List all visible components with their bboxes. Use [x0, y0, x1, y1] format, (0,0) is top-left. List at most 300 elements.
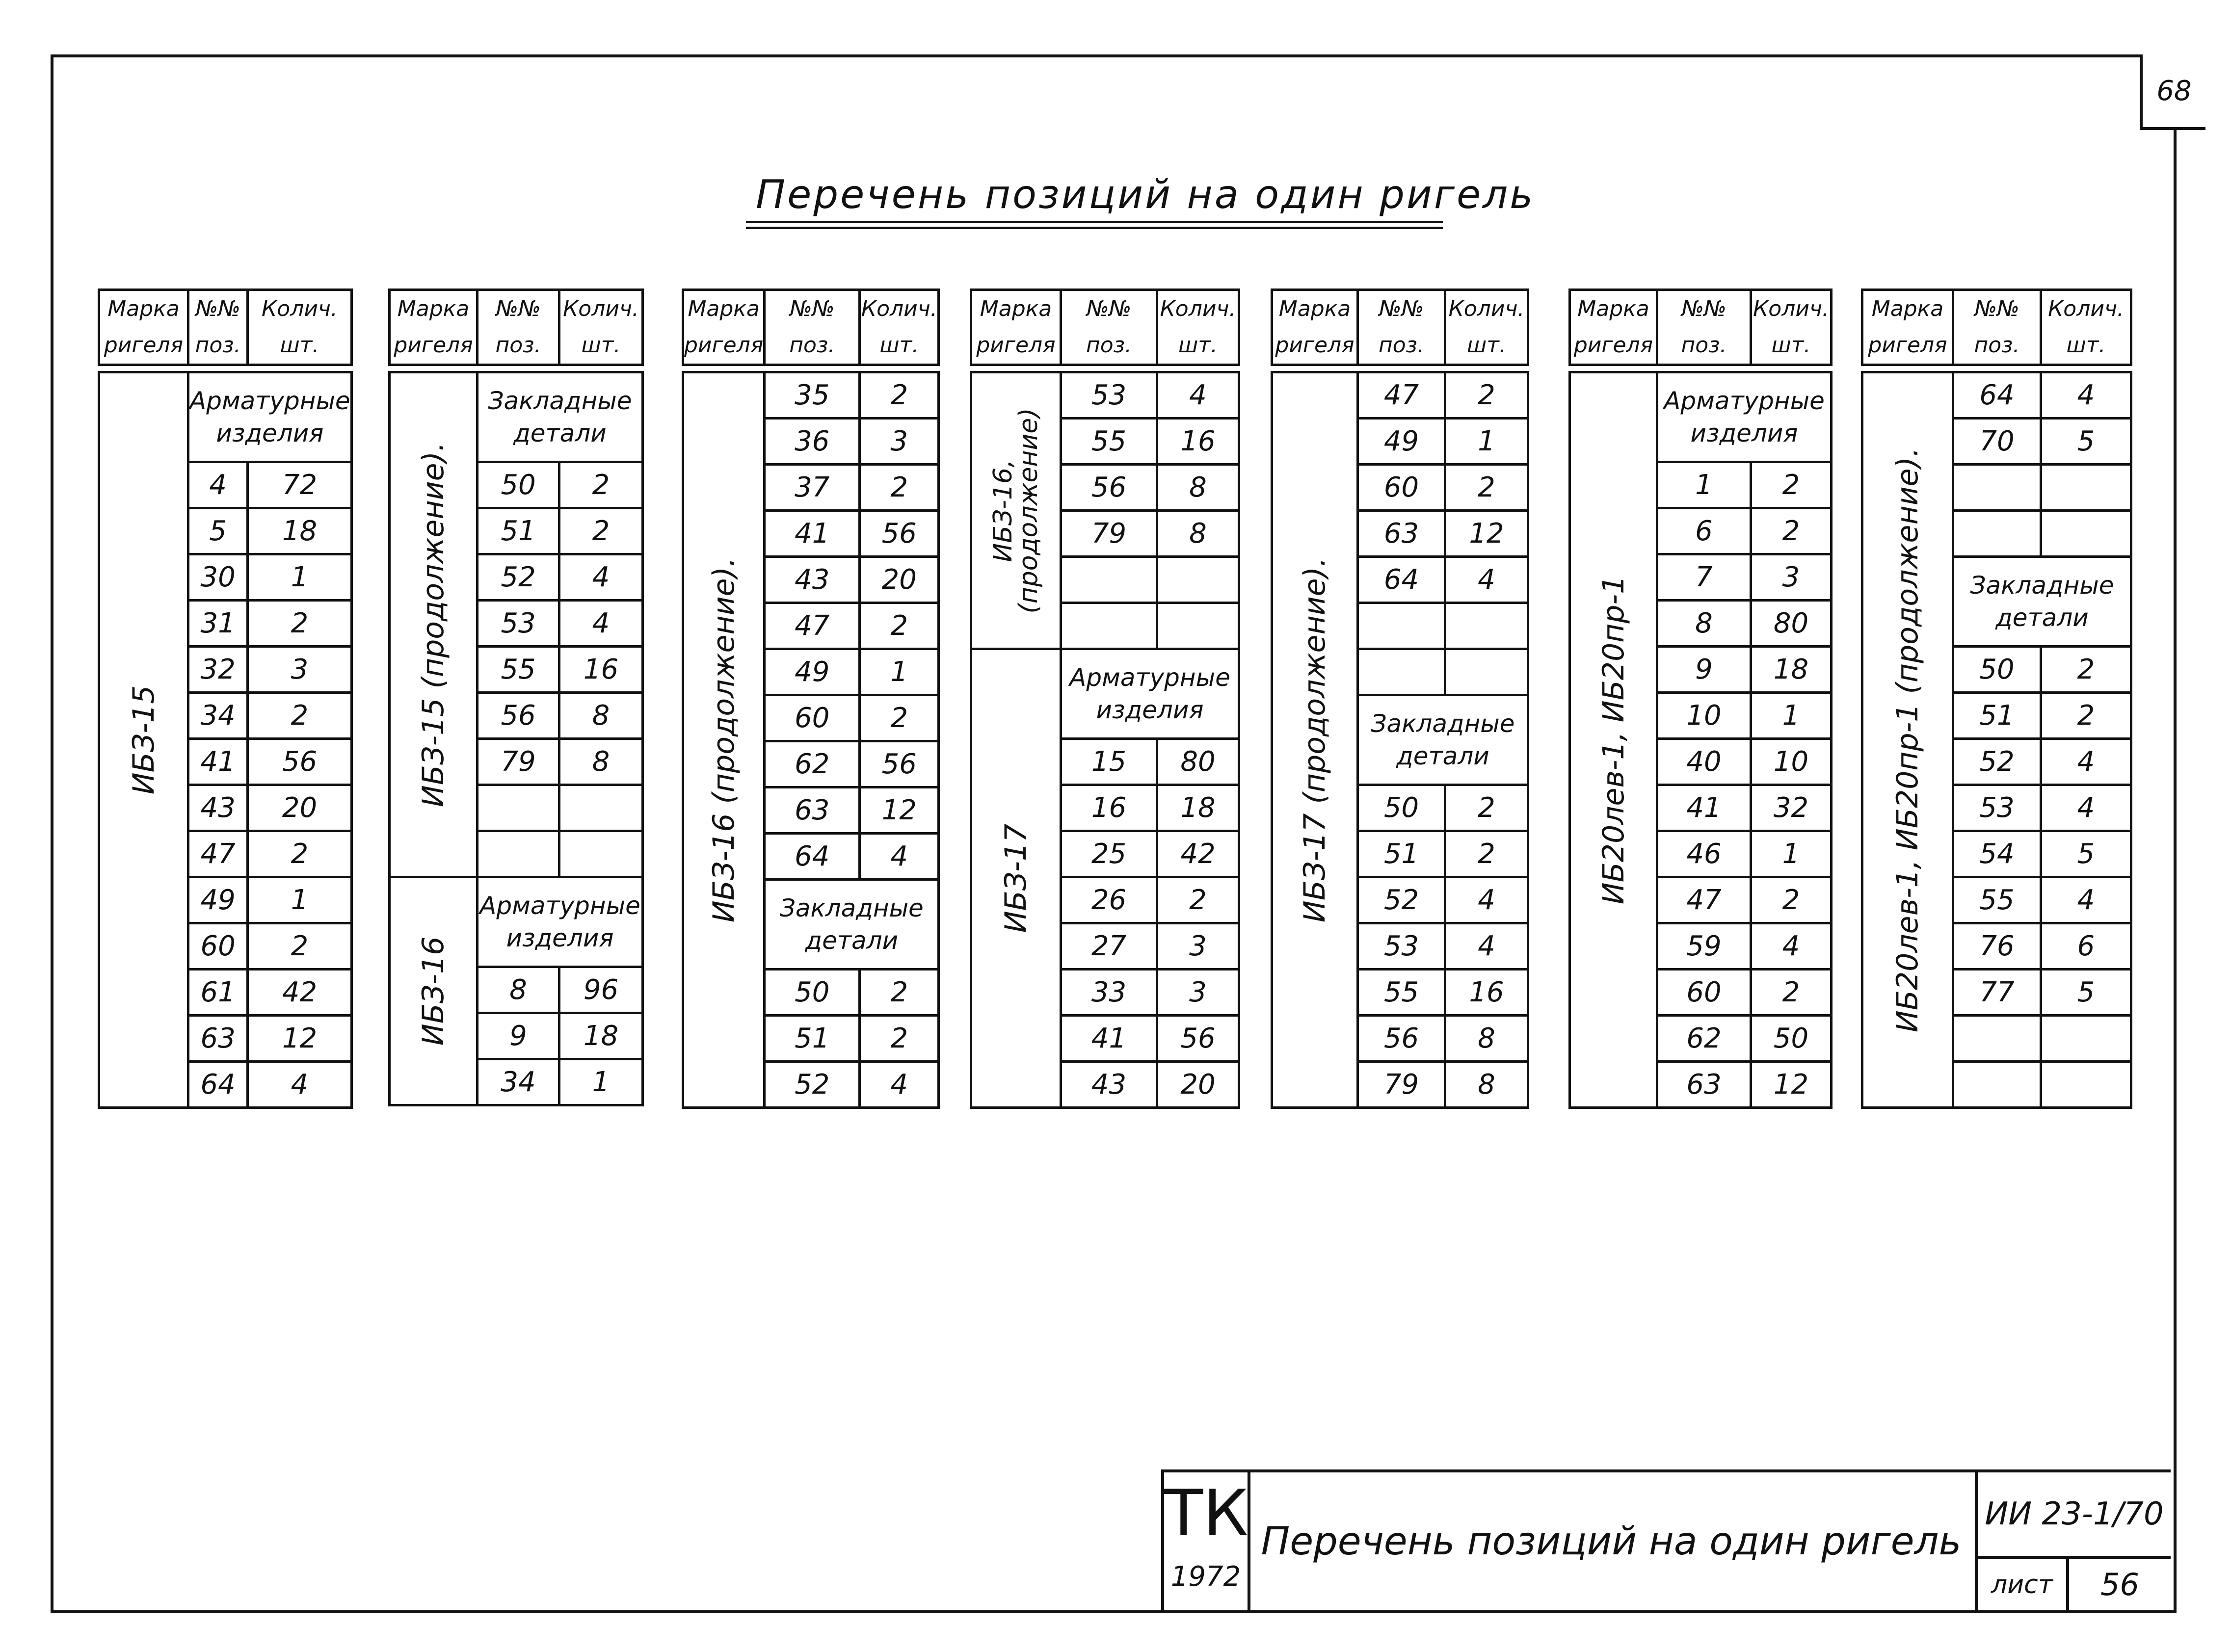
cell-label: Колич.	[861, 296, 937, 321]
section-label: Арматурные изделия	[1061, 649, 1239, 739]
table-cell: 41	[765, 511, 860, 557]
table-cell: 52	[765, 1062, 860, 1108]
cell-label: ригеля	[976, 333, 1056, 358]
table-cell: 2	[559, 508, 643, 554]
table-cell	[478, 831, 559, 877]
table-cell: 52	[1358, 877, 1445, 923]
table-cell: 1	[1751, 831, 1832, 877]
table-cell: 4	[2041, 785, 2131, 831]
table-cell: 52	[1953, 739, 2041, 785]
table-row	[1862, 365, 2131, 372]
table-cell: 1	[1445, 419, 1528, 465]
sheet-number: 68	[2140, 54, 2205, 130]
cell-label: Марка	[1577, 296, 1649, 321]
header-pos	[1953, 290, 2041, 365]
table-cell	[1445, 603, 1528, 649]
table-cell: 63	[1358, 511, 1445, 557]
cell-label: поз.	[1086, 333, 1132, 358]
table-cell: 2	[860, 603, 939, 649]
table-cell	[559, 785, 643, 831]
table-cell: 60	[188, 923, 248, 970]
mark-cell	[1272, 372, 1358, 1108]
table-cell: 59	[1657, 923, 1751, 970]
table-cell: 1	[248, 877, 351, 923]
header-mark	[99, 290, 188, 365]
table-cell: 32	[188, 647, 248, 693]
table-cell: 31	[188, 601, 248, 647]
table-cell: 41	[1657, 785, 1751, 831]
cell-label: поз.	[1681, 333, 1727, 358]
table-row	[1570, 372, 1832, 462]
table-cell: 55	[1953, 877, 2041, 923]
table-row	[1570, 290, 1832, 365]
section-label: Закладные детали	[765, 880, 939, 970]
table-cell	[1061, 603, 1157, 649]
table-cell: 32	[1751, 785, 1832, 831]
table-cell: 56	[1157, 1016, 1239, 1062]
table-cell: 51	[1358, 831, 1445, 877]
table-cell: 4	[1445, 877, 1528, 923]
table-cell: 16	[559, 647, 643, 693]
table-cell: 16	[1061, 785, 1157, 831]
table-cell	[1570, 365, 1832, 372]
header-mark	[683, 290, 765, 365]
table-cell: 2	[1751, 970, 1832, 1016]
cell-label: Марка	[980, 296, 1052, 321]
table-cell: 20	[248, 785, 351, 831]
table-cell: 12	[860, 787, 939, 834]
table-cell	[1358, 603, 1445, 649]
table-cell: 2	[860, 372, 939, 419]
table-cell: 3	[248, 647, 351, 693]
cell-label	[990, 408, 1041, 613]
table-cell: 2	[2041, 693, 2131, 739]
cell-label: поз.	[195, 333, 241, 358]
table-cell: 2	[860, 1016, 939, 1062]
table-cell: 4	[860, 834, 939, 880]
table-cell: 8	[1657, 601, 1751, 647]
table-cell: 60	[1358, 465, 1445, 511]
table-cell: 64	[1953, 372, 2041, 419]
table-cell: 12	[248, 1016, 351, 1062]
table-cell: 49	[188, 877, 248, 923]
cell-label: ригеля	[684, 333, 764, 358]
table-cell: 2	[1445, 465, 1528, 511]
table-cell	[1953, 511, 2041, 557]
cell-label: Марка	[688, 296, 760, 321]
table-row	[1272, 365, 1528, 372]
table-cell: 5	[188, 508, 248, 554]
cell-label: ригеля	[394, 333, 473, 358]
cell-label: ригеля	[1573, 333, 1653, 358]
table-cell: 55	[478, 647, 559, 693]
header-qty	[1751, 290, 1832, 365]
table-cell: 46	[1657, 831, 1751, 877]
table-cell: 76	[1953, 923, 2041, 970]
header-pos	[1061, 290, 1157, 365]
table-cell: 2	[2041, 647, 2131, 693]
header-qty	[1157, 290, 1239, 365]
table-cell: 2	[1751, 508, 1832, 554]
table-cell	[99, 365, 352, 372]
table-cell: 20	[860, 557, 939, 603]
table-cell: 56	[1358, 1016, 1445, 1062]
table-cell: 51	[1953, 693, 2041, 739]
table-cell: 50	[1953, 647, 2041, 693]
positions-table-1	[98, 288, 353, 1109]
cell-label: шт.	[1467, 333, 1506, 358]
positions-table-6	[1568, 288, 1833, 1109]
table-cell: 79	[1061, 511, 1157, 557]
table-cell: 63	[1657, 1062, 1751, 1108]
table-cell: 63	[188, 1016, 248, 1062]
positions-table-3	[682, 288, 940, 1109]
table-cell: 15	[1061, 739, 1157, 785]
cell-label: №№	[1681, 296, 1726, 321]
cell-label: ИБЗ-17 (продолжение).	[1298, 557, 1332, 923]
cell-label: Колич.	[563, 296, 639, 321]
title-underline	[746, 227, 1443, 229]
cell-label: шт.	[879, 333, 919, 358]
table-cell: 12	[1751, 1062, 1832, 1108]
table-cell: 2	[248, 923, 351, 970]
table-row	[683, 365, 939, 372]
table-cell: 56	[478, 693, 559, 739]
table-cell: 25	[1061, 831, 1157, 877]
section-label: Закладные детали	[1358, 695, 1528, 785]
table-cell	[1862, 365, 2131, 372]
table-cell	[478, 785, 559, 831]
table-cell: 64	[765, 834, 860, 880]
cell-label: поз.	[1378, 333, 1425, 358]
cell-label: №№	[195, 296, 240, 321]
table-cell: 62	[1657, 1016, 1751, 1062]
cell-label: ИБЗ-17	[999, 823, 1033, 933]
table-row	[1862, 372, 2131, 419]
table-cell: 2	[1445, 372, 1528, 419]
table-cell: 79	[1358, 1062, 1445, 1108]
table-cell: 1	[559, 1059, 643, 1105]
cell-label: №№	[496, 296, 541, 321]
mark-cell	[971, 372, 1061, 649]
table-row	[971, 290, 1239, 365]
header-mark	[1570, 290, 1657, 365]
table-cell: 37	[765, 465, 860, 511]
table-cell: 50	[765, 970, 860, 1016]
cell-label: ИБЗ-16 (продолжение).	[706, 557, 741, 923]
section-label: Закладные детали	[1953, 557, 2131, 647]
table-cell: 3	[1157, 923, 1239, 970]
table-cell: 8	[559, 693, 643, 739]
table-cell: 50	[1751, 1016, 1832, 1062]
table-cell: 8	[1157, 465, 1239, 511]
cell-label: поз.	[495, 333, 541, 358]
cell-label: ИБ20лев-1, ИБ20пр-1 (продолжение).	[1890, 447, 1925, 1033]
table-cell: 4	[1445, 557, 1528, 603]
table-cell: 4	[1157, 372, 1239, 419]
table-cell: 9	[1657, 647, 1751, 693]
table-cell: 50	[478, 462, 559, 508]
section-label: Арматурные изделия	[1657, 372, 1832, 462]
table-cell: 47	[1358, 372, 1445, 419]
table-cell: 62	[765, 741, 860, 787]
cell-label: №№	[1379, 296, 1424, 321]
table-cell: 1	[1751, 693, 1832, 739]
table-row	[1862, 290, 2131, 365]
section-label: Закладные детали	[478, 372, 643, 462]
table-cell: 42	[1157, 831, 1239, 877]
table-cell: 96	[559, 967, 643, 1013]
document-code: ИИ 23-1/70	[1978, 1472, 2171, 1559]
table-cell: 53	[1061, 372, 1157, 419]
table-cell: 51	[478, 508, 559, 554]
table-cell: 8	[1157, 511, 1239, 557]
header-qty	[1445, 290, 1528, 365]
table-cell: 56	[248, 739, 351, 785]
table-cell: 47	[1657, 877, 1751, 923]
table-cell	[1157, 603, 1239, 649]
table-cell: 4	[248, 1062, 351, 1108]
table-cell: 55	[1061, 419, 1157, 465]
table-cell: 3	[1751, 554, 1832, 601]
table-cell: 51	[765, 1016, 860, 1062]
cell-label: шт.	[280, 333, 319, 358]
table-cell: 56	[1061, 465, 1157, 511]
header-mark	[1862, 290, 1953, 365]
table-cell	[1953, 1016, 2041, 1062]
mark-cell	[1570, 372, 1657, 1108]
cell-label: поз.	[1974, 333, 2020, 358]
table-row	[390, 290, 643, 365]
table-row	[99, 290, 352, 365]
table-cell: 4	[1751, 923, 1832, 970]
table-cell: 12	[1445, 511, 1528, 557]
table-cell: 4	[1445, 923, 1528, 970]
cell-label: ИБЗ-15	[126, 685, 161, 795]
cell-label: №№	[790, 296, 835, 321]
table-row	[390, 372, 643, 462]
table-cell: 72	[248, 462, 351, 508]
title-block	[1161, 1469, 2171, 1613]
table-cell: 1	[860, 649, 939, 695]
header-qty	[860, 290, 939, 365]
table-cell: 49	[765, 649, 860, 695]
table-cell	[1953, 465, 2041, 511]
table-cell: 42	[248, 970, 351, 1016]
table-cell	[2041, 465, 2131, 511]
table-cell: 20	[1157, 1062, 1239, 1108]
mark-cell	[1862, 372, 1953, 1108]
table-cell: 2	[860, 970, 939, 1016]
table-cell: 52	[478, 554, 559, 601]
mark-cell	[390, 877, 478, 1105]
cell-label: ригеля	[1868, 333, 1947, 358]
table-cell: 70	[1953, 419, 2041, 465]
table-cell: 47	[765, 603, 860, 649]
table-cell: 60	[765, 695, 860, 741]
table-cell: 18	[559, 1013, 643, 1059]
table-cell	[390, 365, 643, 372]
table-cell: 4	[2041, 372, 2131, 419]
table-row	[1272, 290, 1528, 365]
header-pos	[1657, 290, 1751, 365]
cell-label: Марка	[107, 296, 180, 321]
table-cell	[1061, 557, 1157, 603]
table-cell: 53	[1953, 785, 2041, 831]
table-cell: 41	[188, 739, 248, 785]
section-label: Арматурные изделия	[188, 372, 352, 462]
table-cell: 61	[188, 970, 248, 1016]
table-cell: 34	[478, 1059, 559, 1105]
table-row	[99, 365, 352, 372]
cell-label: Колич.	[2048, 296, 2124, 321]
page-title: Перечень позиций на один ригель	[756, 172, 1535, 217]
table-cell: 10	[1751, 739, 1832, 785]
positions-table-7	[1861, 288, 2132, 1109]
header-pos	[765, 290, 860, 365]
cell-label: Марка	[1278, 296, 1351, 321]
table-row	[683, 372, 939, 419]
sheet-number-block: 56	[2100, 1567, 2139, 1602]
table-cell: 5	[2041, 970, 2131, 1016]
table-cell: 2	[1751, 877, 1832, 923]
positions-table-2	[388, 288, 644, 1106]
cell-label: (продолжение)	[1014, 407, 1043, 614]
positions-table-4	[970, 288, 1240, 1109]
table-cell: 77	[1953, 970, 2041, 1016]
header-mark	[971, 290, 1061, 365]
table-row	[971, 649, 1239, 739]
table-cell: 43	[188, 785, 248, 831]
table-cell	[971, 365, 1239, 372]
mark-cell	[971, 649, 1061, 1108]
table-cell: 7	[1657, 554, 1751, 601]
table-cell: 6	[2041, 923, 2131, 970]
header-mark	[390, 290, 478, 365]
table-row	[971, 372, 1239, 419]
table-cell: 5	[2041, 831, 2131, 877]
table-row	[99, 372, 352, 462]
cell-label: ИБЗ-16	[416, 936, 451, 1046]
org-cell	[1161, 1472, 1250, 1610]
table-cell: 36	[765, 419, 860, 465]
table-row	[1570, 365, 1832, 372]
table-cell: 2	[248, 831, 351, 877]
table-cell	[683, 365, 939, 372]
cell-label: ригеля	[1275, 333, 1355, 358]
table-cell: 50	[1358, 785, 1445, 831]
table-cell: 30	[188, 554, 248, 601]
table-cell: 49	[1358, 419, 1445, 465]
header-pos	[478, 290, 559, 365]
mark-cell	[390, 372, 478, 877]
table-cell: 18	[1751, 647, 1832, 693]
header-pos	[1358, 290, 1445, 365]
table-cell	[1953, 1062, 2041, 1108]
title-underline	[746, 221, 1443, 223]
table-cell: 53	[478, 601, 559, 647]
table-cell: 60	[1657, 970, 1751, 1016]
cell-label: Колич.	[262, 296, 338, 321]
table-cell: 4	[559, 601, 643, 647]
cell-label: поз.	[789, 333, 835, 358]
mark-cell	[683, 372, 765, 1108]
table-cell	[2041, 1016, 2131, 1062]
table-cell: 3	[860, 419, 939, 465]
table-row	[1272, 372, 1528, 419]
year: 1972	[1170, 1561, 1241, 1593]
table-cell: 8	[478, 967, 559, 1013]
table-cell: 43	[765, 557, 860, 603]
table-cell	[2041, 1062, 2131, 1108]
cell-label: шт.	[581, 333, 621, 358]
table-cell: 4	[860, 1062, 939, 1108]
table-row	[390, 877, 643, 967]
table-cell: 5	[2041, 419, 2131, 465]
header-qty	[248, 290, 351, 365]
table-cell: 79	[478, 739, 559, 785]
cell-label: шт.	[1178, 333, 1218, 358]
table-cell: 80	[1157, 739, 1239, 785]
table-cell: 18	[248, 508, 351, 554]
positions-table-5	[1271, 288, 1529, 1109]
table-cell: 8	[1445, 1016, 1528, 1062]
table-cell: 64	[188, 1062, 248, 1108]
table-cell: 2	[559, 462, 643, 508]
title-block-right	[1975, 1472, 2171, 1610]
mark-cell	[99, 372, 188, 1108]
title-block-title: Перечень позиций на один ригель	[1261, 1519, 1962, 1564]
table-cell: 27	[1061, 923, 1157, 970]
table-cell: 63	[765, 787, 860, 834]
table-cell: 53	[1358, 923, 1445, 970]
table-cell: 6	[1657, 508, 1751, 554]
table-cell: 18	[1157, 785, 1239, 831]
table-cell	[1272, 365, 1528, 372]
table-cell: 3	[1157, 970, 1239, 1016]
table-cell: 40	[1657, 739, 1751, 785]
table-cell: 10	[1657, 693, 1751, 739]
table-cell: 1	[1657, 462, 1751, 508]
table-cell: 2	[1157, 877, 1239, 923]
header-qty	[559, 290, 643, 365]
cell-label: №№	[1086, 296, 1132, 321]
table-cell: 54	[1953, 831, 2041, 877]
cell-label: ИБЗ-15 (продолжение).	[416, 442, 451, 808]
table-cell: 8	[559, 739, 643, 785]
cell-label: ИБЗ-16,	[988, 459, 1018, 562]
header-pos	[188, 290, 248, 365]
table-cell: 2	[248, 601, 351, 647]
cell-label: №№	[1974, 296, 2019, 321]
section-label: Арматурные изделия	[478, 877, 643, 967]
table-cell: 4	[559, 554, 643, 601]
table-cell: 56	[860, 741, 939, 787]
table-cell	[1157, 557, 1239, 603]
table-cell: 56	[860, 511, 939, 557]
table-cell: 9	[478, 1013, 559, 1059]
table-cell: 4	[188, 462, 248, 508]
cell-label: шт.	[1771, 333, 1811, 358]
cell-label: Марка	[1871, 296, 1944, 321]
table-cell: 2	[248, 693, 351, 739]
cell-label: Колич.	[1448, 296, 1525, 321]
table-cell: 16	[1445, 970, 1528, 1016]
header-mark	[1272, 290, 1358, 365]
list-label: лист	[1978, 1559, 2069, 1610]
table-cell: 64	[1358, 557, 1445, 603]
table-cell: 33	[1061, 970, 1157, 1016]
